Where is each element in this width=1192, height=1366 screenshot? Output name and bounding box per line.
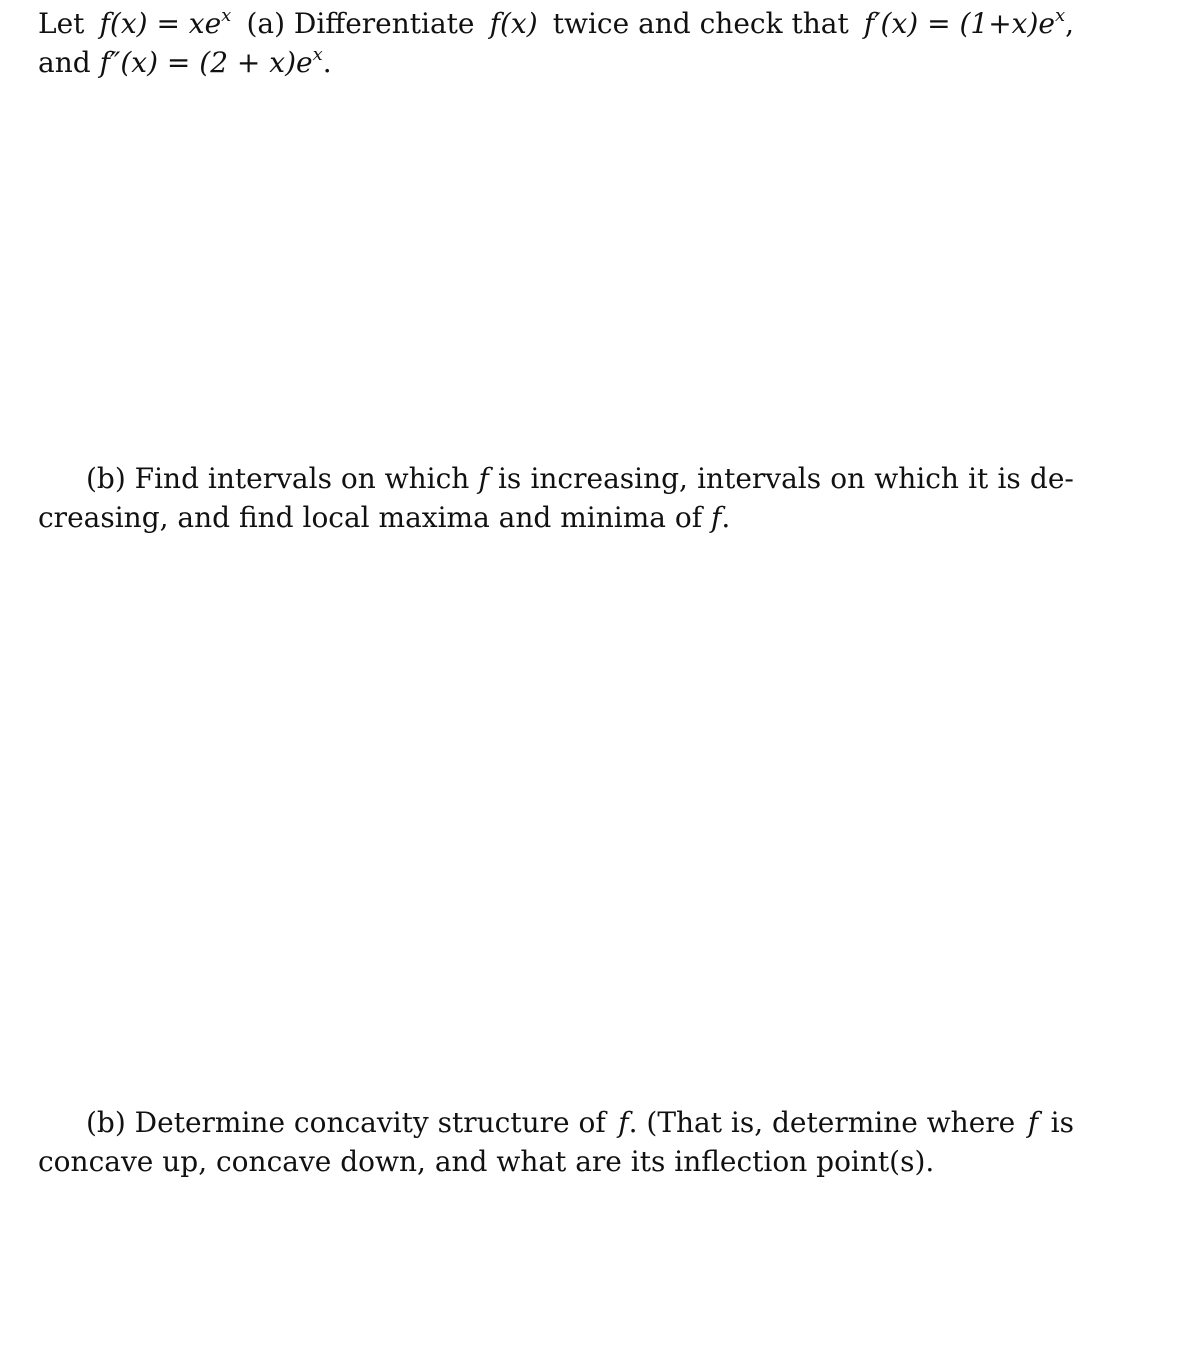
part-b1-word: it [968,462,989,495]
part-b1-line-2 [38,498,1074,537]
part-b1-word: which [874,462,959,495]
part-b1-line2-text: creasing, and find local maxima and minima of [38,501,703,534]
let-word: Let [38,7,85,40]
second-derivative-expression: $f''(x) = (2 + x)e^x$ [99,44,323,79]
part-b1-word: is [997,462,1021,495]
part-b2-middle-group [618,1103,1015,1142]
intro-line-2 [38,43,1074,82]
part-b1-lead: (b) Find intervals on which [86,462,470,495]
problem-intro-part-a [38,4,1074,82]
part-b2-f-symbol-2: f [1027,1106,1039,1139]
part-b2-middle: . (That is, determine where [628,1106,1016,1139]
part-b2-f-symbol: f [618,1106,629,1139]
part-b1-f-symbol: f [478,462,489,495]
part-b-monotonicity [38,459,1074,537]
part-b1-word: on [830,462,866,495]
part-b1-line-1 [38,459,1074,498]
intro-line-1 [38,4,1074,43]
part-b1-word: intervals [697,462,822,495]
part-b1-f-symbol-2: f [711,501,722,534]
fx-expression: f(x) [489,7,538,40]
part-a-label: (a) Differentiate [246,7,475,40]
intro-period: . [322,46,332,79]
part-b1-word: increasing, [530,462,688,495]
part-b1-period: . [721,501,731,534]
part-b2-line-1 [38,1103,1074,1142]
part-b2-line-2: concave up, concave down, and what are its inflection point(s). [38,1145,935,1178]
and-word: and [38,46,91,79]
part-b1-word: de- [1029,462,1074,495]
function-definition: $f(x) = xe^x$ [99,5,232,40]
twice-check-text: twice and check that [552,7,849,40]
first-derivative-expression: $f'(x) = (1+x)e^x$, [863,5,1074,40]
part-b1-word: is [497,462,522,495]
part-b2-lead: (b) Determine concavity structure of [86,1106,606,1139]
part-b-concavity [38,1103,1074,1181]
part-b2-is: is [1050,1106,1074,1139]
